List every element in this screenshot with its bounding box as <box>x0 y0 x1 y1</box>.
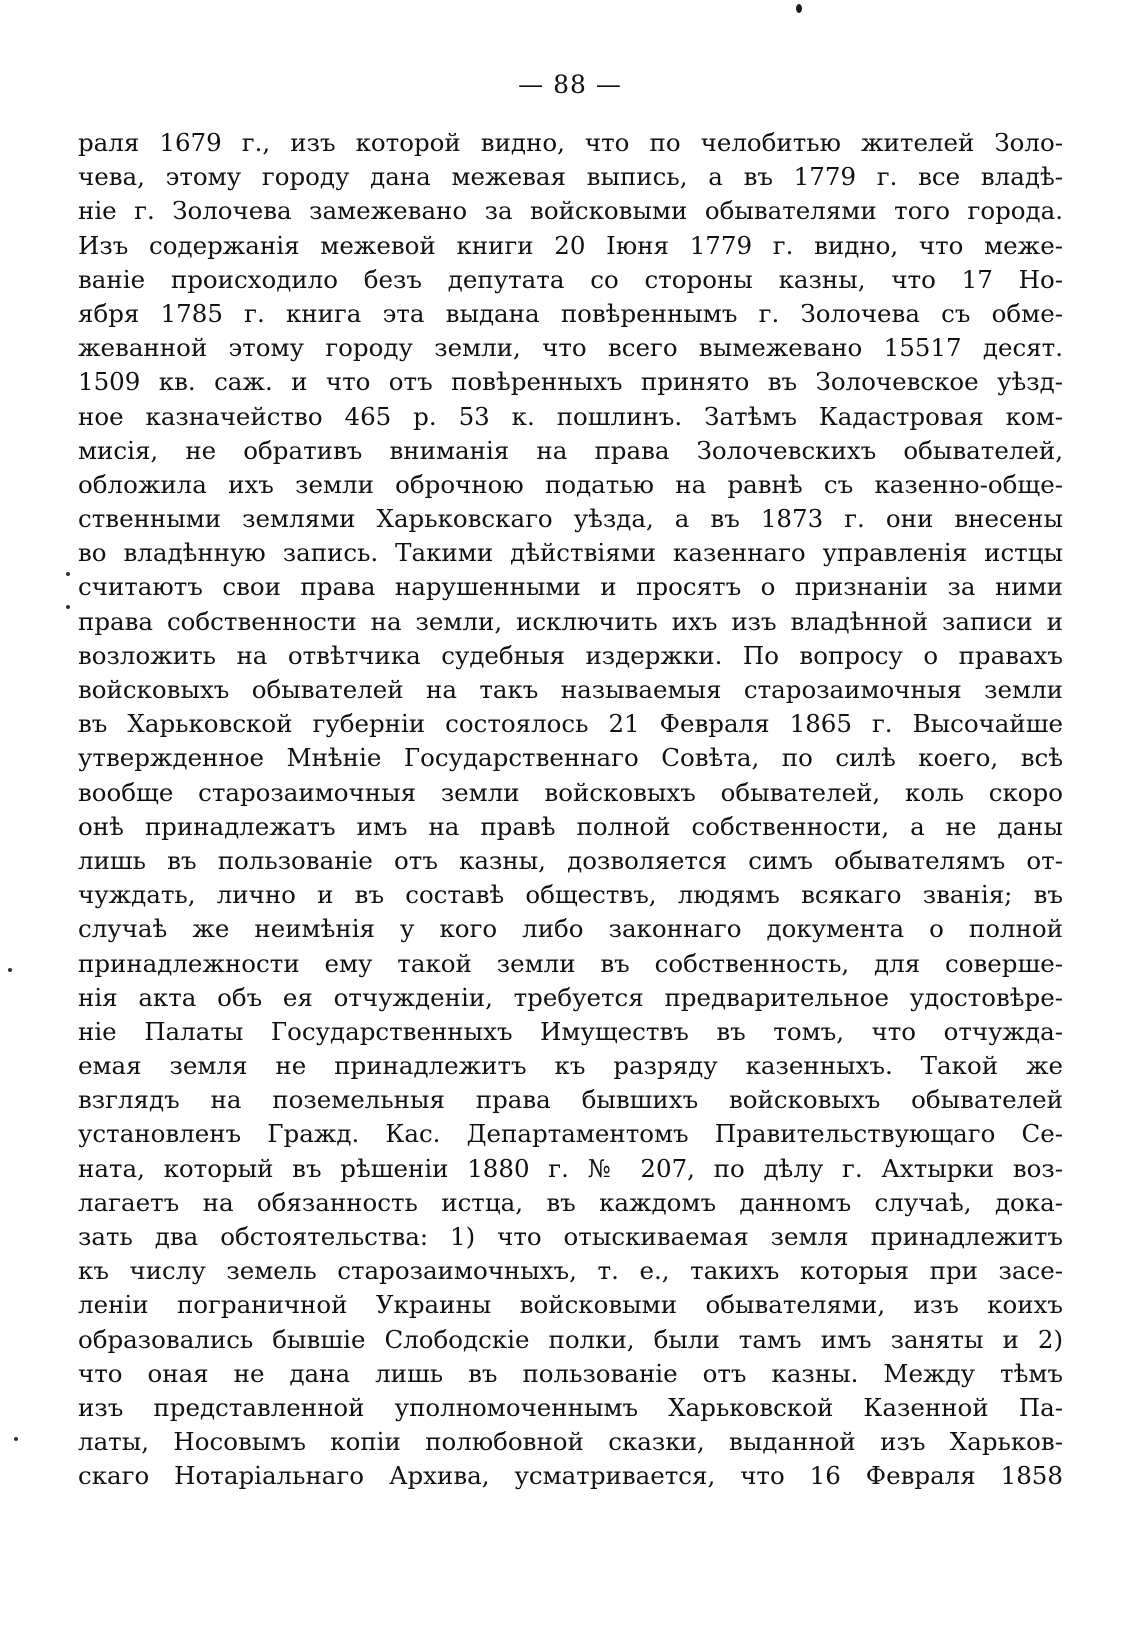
text-line: Изъ содержанiя межевой книги 20 Iюня 1779 г. видно, что меже- <box>78 230 1063 260</box>
text-line: обложила ихъ земли оброчною податью на равнѣ съ казенно-общe- <box>78 469 1063 499</box>
margin-speck <box>66 605 70 609</box>
text-line: нiе Палаты Государственныхъ Имуществъ въ томъ, что отчуждa- <box>78 1016 1063 1046</box>
text-line: скаго Нотарiальнаго Архива, усматривается, что 16 Февраля 1858 <box>78 1461 1063 1491</box>
text-line: установленъ Гражд. Кас. Департаментомъ Правительствующаго Се- <box>78 1119 1063 1149</box>
text-line: жеванной этому городу земли, что всего вымежевано 15517 десят. <box>78 333 1063 363</box>
text-line: случаѣ же неимѣнiя у кого либо законнаго документа о полной <box>78 914 1063 944</box>
page-number: — 88 — <box>518 70 622 99</box>
margin-speck <box>8 968 12 972</box>
text-line: ната, который въ рѣшенiи 1880 г. № 207, по дѣлу г. Ахтырки воз- <box>78 1153 1063 1183</box>
text-line: чуждать, лично и въ составѣ обществъ, людямъ всякаго званiя; въ <box>78 880 1063 910</box>
text-line: нiе г. Золочева замежевано за войсковыми обывателями того города. <box>78 196 1063 226</box>
text-line: принадлежности ему такой земли въ собственность, для соверше- <box>78 948 1063 978</box>
text-line: 1509 кв. саж. и что отъ повѣренныхъ принято въ Золочевское уѣзд- <box>78 367 1063 397</box>
text-line: лишь въ пользованiе отъ казны, дозволяется симъ обывателямъ от- <box>78 845 1063 875</box>
text-line: ленiи пограничной Украины войсковыми обывателями, изъ коихъ <box>78 1290 1063 1320</box>
text-line: что оная не дана лишь въ пользованiе отъ казны. Между тѣмъ <box>78 1358 1063 1388</box>
text-line: чева, этому городу дана межевая выпись, а въ 1779 г. все владѣ- <box>78 162 1063 192</box>
text-line: въ Харьковской губернiи состоялось 21 Февраля 1865 г. Высочайше <box>78 709 1063 739</box>
text-line: возложить на отвѣтчика судебныя издержки. По вопросу о правахъ <box>78 640 1063 670</box>
text-line: емая земля не принадлежитъ къ разряду казенныхъ. Такой же <box>78 1051 1063 1081</box>
body-text <box>78 126 1063 1494</box>
text-line: изъ представленной уполномоченнымъ Харьковской Казенной Па- <box>78 1392 1063 1422</box>
text-line: ственными землями Харьковскаго уѣзда, а въ 1873 г. они внесены <box>78 504 1063 534</box>
text-line: нiя акта объ ея отчужденiи, требуется предварительное удостовѣре- <box>78 982 1063 1012</box>
text-line: вообще старозаимочныя земли войсковыхъ обывателей, коль скоро <box>78 777 1063 807</box>
text-line: ванiе происходило безъ депутата со стороны казны, что 17 Но- <box>78 264 1063 294</box>
text-line: къ числу земель старозаимочныхъ, т. е., такихъ которыя при засе- <box>78 1256 1063 1286</box>
text-line: взглядъ на поземельныя права бывшихъ войсковыхъ обывателей <box>78 1085 1063 1115</box>
text-line: ное казначейство 465 р. 53 к. пошлинъ. Затѣмъ Кадастровая ком- <box>78 401 1063 431</box>
text-line: лагаетъ на обязанность истца, въ каждомъ данномъ случаѣ, дока- <box>78 1187 1063 1217</box>
text-line: мисiя, не обративъ вниманiя на права Золочевскихъ обывателей, <box>78 435 1063 465</box>
text-line: во владѣнную запись. Такими дѣйствiями казеннаго управленiя истцы <box>78 538 1063 568</box>
text-line: образовались бывшiе Слободскiе полки, были тамъ имъ заняты и 2) <box>78 1324 1063 1354</box>
text-line: считаютъ свои права нарушенными и просятъ о признанiи за ними <box>78 572 1063 602</box>
text-line: права собственности на земли, исключить ихъ изъ владѣнной записи и <box>78 606 1063 636</box>
text-line: раля 1679 г., изъ которой видно, что по челобитью жителей Золо- <box>78 128 1063 157</box>
margin-speck <box>14 1437 18 1441</box>
margin-speck <box>66 572 70 576</box>
text-line: утвержденное Мнѣнiе Государственнаго Совѣта, по силѣ коего, всѣ <box>78 743 1063 773</box>
text-line: онѣ принадлежатъ имъ на правѣ полной собственности, а не даны <box>78 811 1063 841</box>
scan-speck <box>796 4 802 13</box>
text-line: войсковыхъ обывателей на такъ называемыя старозаимочныя земли <box>78 675 1063 704</box>
text-line: ября 1785 г. книга эта выдана повѣреннымъ г. Золочева съ обме- <box>78 298 1063 328</box>
text-line: зать два обстоятельства: 1) что отыскиваемая земля принадлежитъ <box>78 1222 1063 1251</box>
text-line: латы, Носовымъ копiи полюбовной сказки, выданной изъ Харьков- <box>78 1427 1063 1457</box>
